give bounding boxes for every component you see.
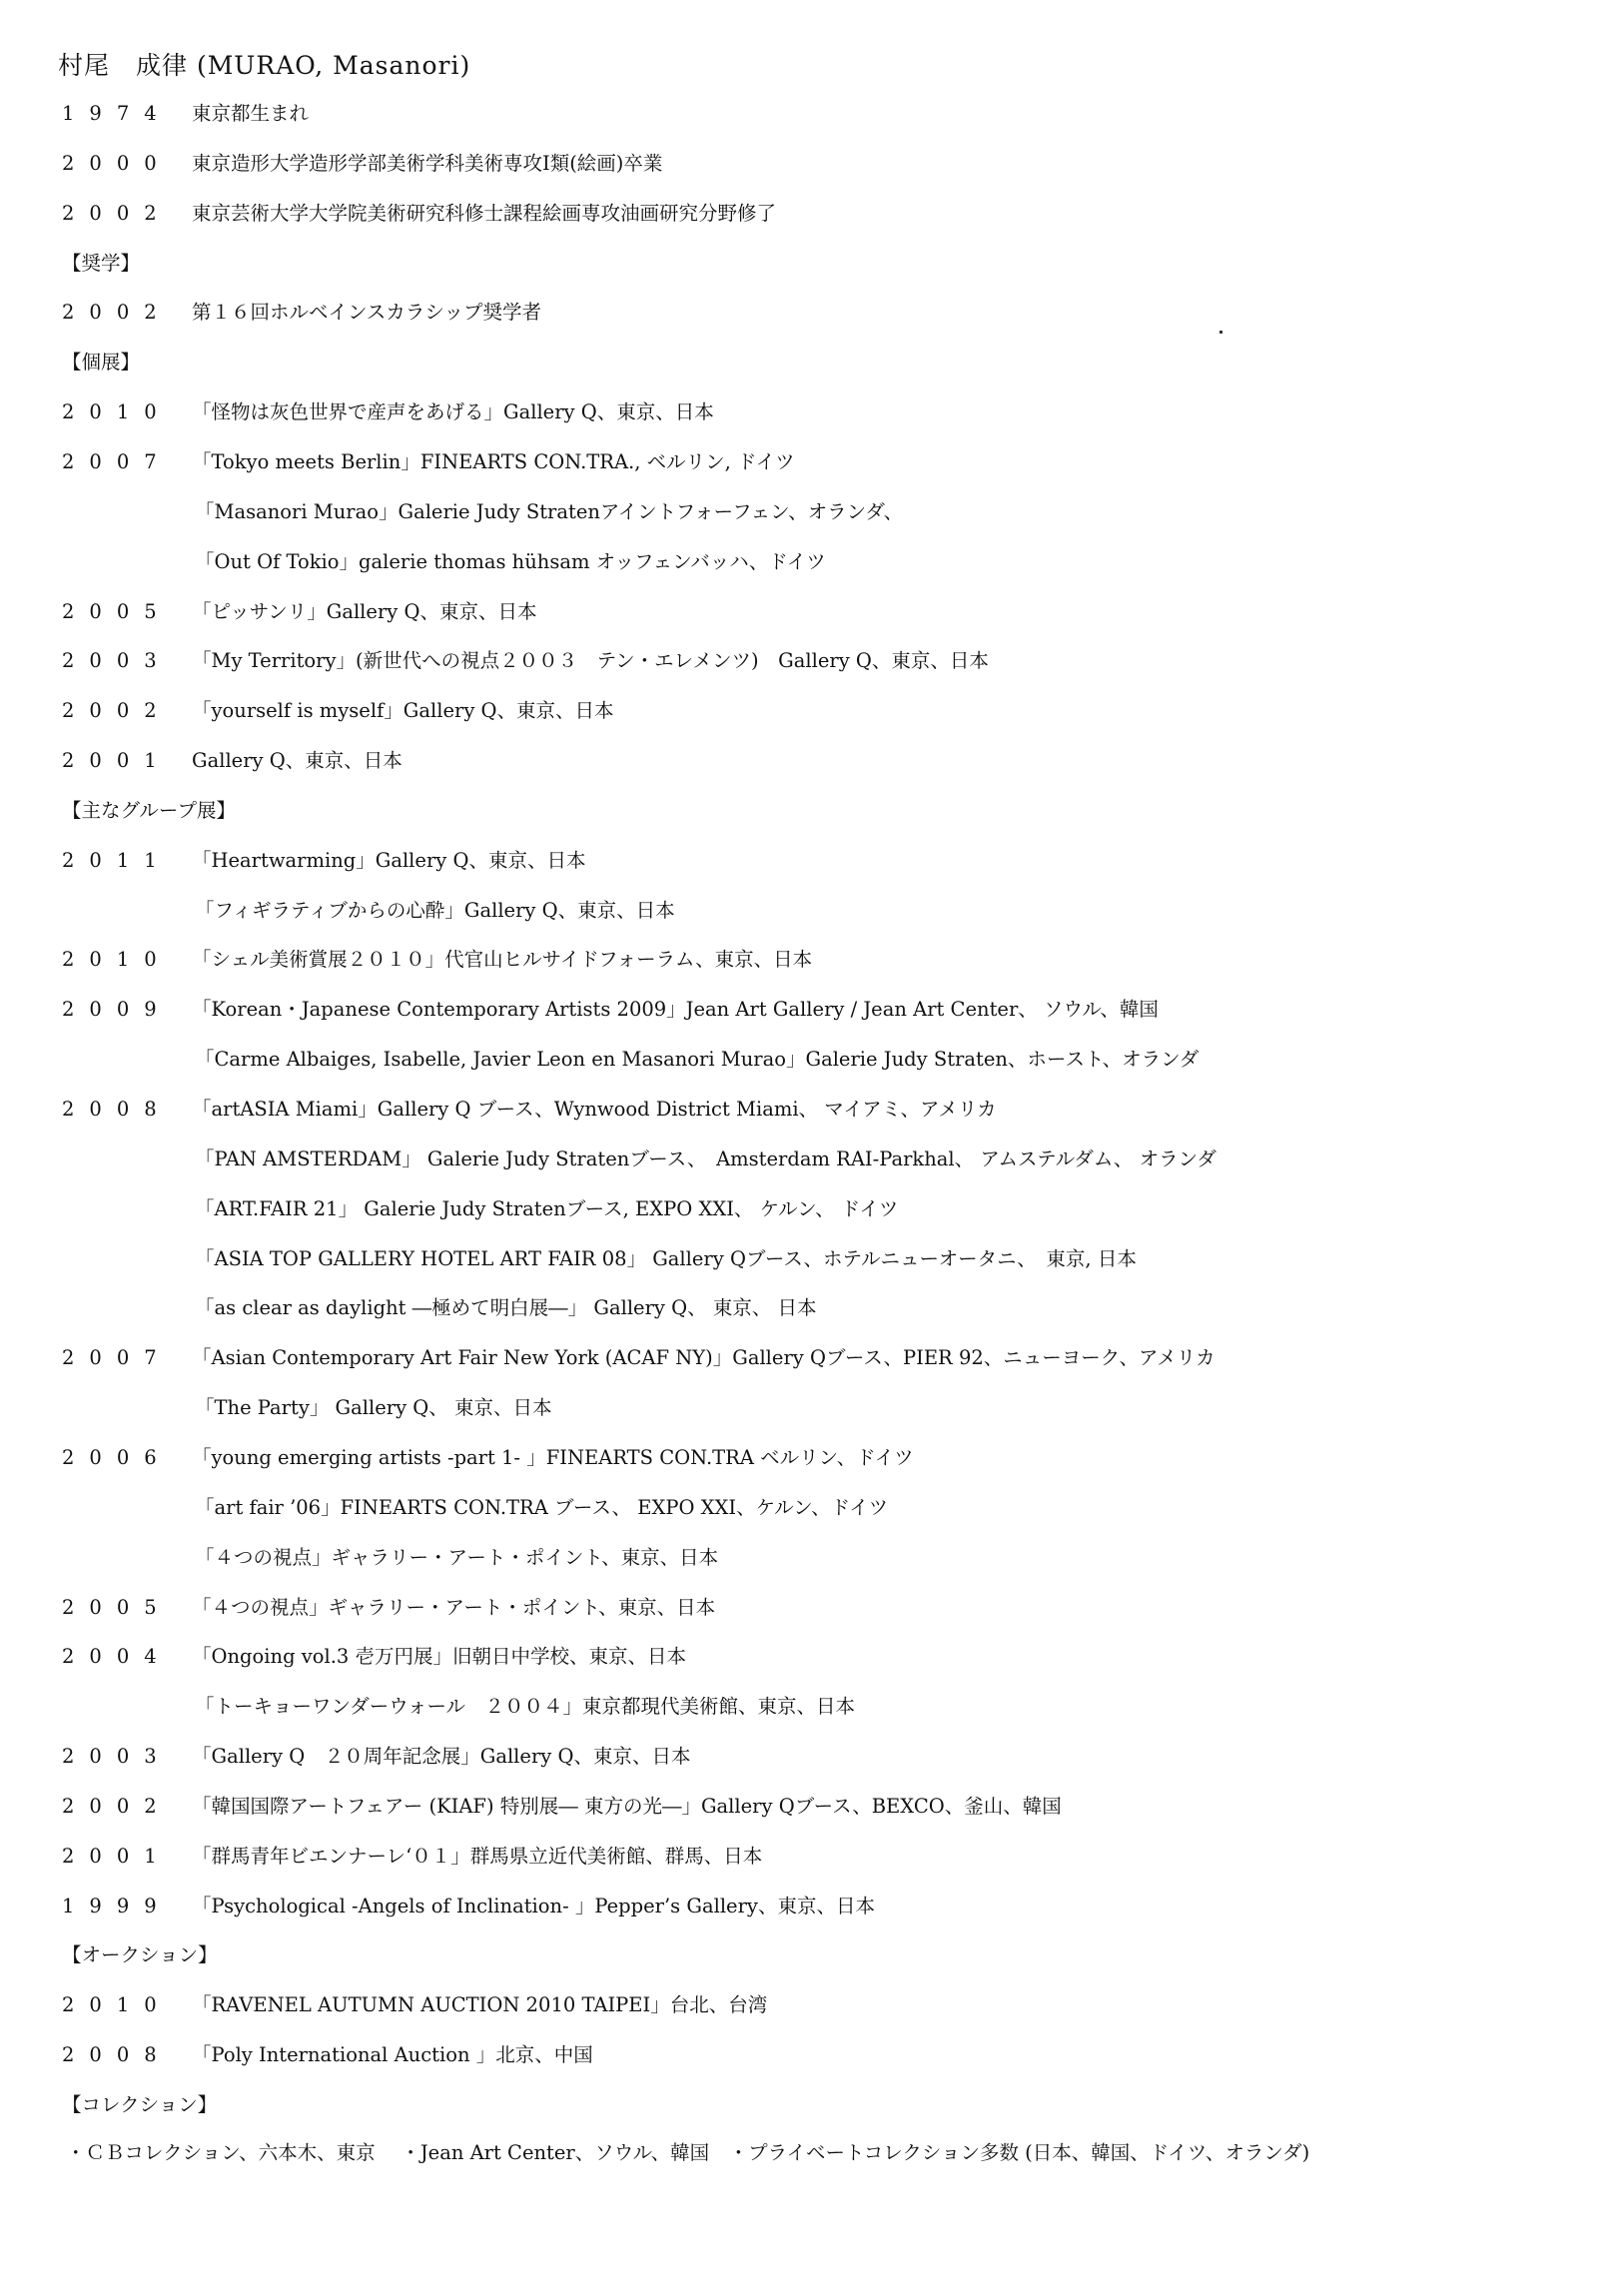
entry-row — [0, 1986, 1612, 2024]
entry-year: 2003 — [62, 649, 172, 672]
entry-year: 2000 — [62, 152, 172, 175]
entry-row — [0, 2036, 1612, 2074]
entry-text: 「Heartwarming」Gallery Q、東京、日本 — [192, 849, 586, 872]
entry-text: 「Gallery Q ２０周年記念展」Gallery Q、東京、日本 — [192, 1745, 691, 1768]
entry-year: 2010 — [62, 400, 172, 423]
entry-row — [0, 543, 1612, 581]
entry-row — [0, 95, 1612, 133]
entry-text: 「artASIA Miami」Gallery Q ブース、Wynwood District Miami、 マイアミ、アメリカ — [192, 1098, 997, 1121]
entry-text: 「Poly International Auction 」北京、中国 — [192, 2043, 593, 2066]
entry-text: 「群馬青年ビエンナーレ‘０１」群馬県立近代美術館、群馬、日本 — [192, 1845, 763, 1868]
entry-row — [0, 1389, 1612, 1427]
entry-text: 「韓国国際アートフェアー (KIAF) 特別展― 東方の光―」Gallery Qブース、BEXCO、釜山、韓国 — [192, 1795, 1062, 1818]
entry-row — [0, 1190, 1612, 1228]
entry-row — [0, 1439, 1612, 1477]
entry-text: 東京芸術大学大学院美術研究科修士課程絵画専攻油画研究分野修了 — [192, 202, 777, 225]
entry-text: 「My Territory」(新世代への視点２００３ テン・エレメンツ) Gallery Q、東京、日本 — [192, 649, 989, 672]
entry-row — [0, 991, 1612, 1029]
entry-row — [0, 1589, 1612, 1627]
section-heading: 【コレクション】 — [62, 2093, 218, 2116]
entry-row — [0, 1688, 1612, 1726]
entry-text: 「Psychological -Angels of Inclination- 」Pepper’s Gallery、東京、日本 — [192, 1895, 875, 1917]
entry-year: 2003 — [62, 1745, 172, 1768]
entry-text: 東京造形大学造形学部美術学科美術専攻Ⅰ類(絵画)卒業 — [192, 152, 663, 175]
section-heading: 【奨学】 — [62, 252, 141, 275]
entry-year: 2004 — [62, 1645, 172, 1668]
entry-year: 2001 — [62, 1845, 172, 1868]
entry-row — [0, 742, 1612, 780]
entry-year: 2002 — [62, 301, 172, 324]
entry-row — [0, 1539, 1612, 1577]
entry-text: 「Tokyo meets Berlin」FINEARTS CON.TRA., ベルリン, ドイツ — [192, 450, 795, 473]
entry-text: 「怪物は灰色世界で産声をあげる」Gallery Q、東京、日本 — [192, 400, 714, 423]
entry-text: 「young emerging artists -part 1- 」FINEARTS CON.TRA ベルリン、ドイツ — [192, 1446, 914, 1469]
entry-row — [0, 892, 1612, 930]
entry-row — [0, 1638, 1612, 1676]
entry-row — [0, 195, 1612, 233]
entry-row — [0, 294, 1612, 332]
entry-row — [0, 1888, 1612, 1925]
entry-year: 1974 — [62, 102, 172, 125]
entry-text: 「Carme Albaiges, Isabelle, Javier Leon en Masanori Murao」Galerie Judy Straten、ホースト、オランダ — [195, 1048, 1200, 1071]
entry-text: 「yourself is myself」Gallery Q、東京、日本 — [192, 699, 614, 722]
entry-text: 「Asian Contemporary Art Fair New York (ACAF NY)」Gallery Qブース、PIER 92、ニューヨーク、アメリカ — [192, 1346, 1215, 1369]
entry-row — [0, 842, 1612, 880]
entry-text: Gallery Q、東京、日本 — [192, 749, 403, 772]
entry-year: 2010 — [62, 1993, 172, 2016]
entry-text: 第１６回ホルベインスカラシップ奨学者 — [192, 301, 542, 324]
entry-row — [0, 1788, 1612, 1826]
entry-row — [0, 1838, 1612, 1876]
entry-year: 2011 — [62, 849, 172, 872]
entry-row — [0, 1041, 1612, 1079]
entry-year: 2008 — [62, 1098, 172, 1121]
entry-text: 「PAN AMSTERDAM」 Galerie Judy Stratenブース、 Amsterdam RAI-Parkhal、 アムステルダム、 オランダ — [195, 1148, 1216, 1170]
entry-row — [0, 493, 1612, 531]
entry-row — [0, 443, 1612, 481]
entry-year: 2008 — [62, 2043, 172, 2066]
entry-year: 2007 — [62, 1346, 172, 1369]
entry-year: 2005 — [62, 600, 172, 623]
section-heading: 【オークション】 — [62, 1943, 218, 1966]
scan-mark — [1219, 331, 1222, 334]
entry-text: 「Out Of Tokio」galerie thomas hühsam オッフェンバッハ、ドイツ — [195, 550, 826, 573]
page-title: 村尾 成律 (MURAO, Masanori) — [58, 51, 471, 80]
section-heading: 【主なグループ展】 — [62, 799, 236, 822]
entry-row — [0, 1339, 1612, 1377]
entry-text: 「art fair ’06」FINEARTS CON.TRA ブース、 EXPO XXI、ケルン、ドイツ — [195, 1496, 889, 1519]
entry-text: 「Korean・Japanese Contemporary Artists 2009」Jean Art Gallery / Jean Art Center、 ソウル、韓国 — [192, 998, 1159, 1021]
entry-year: 1999 — [62, 1895, 172, 1917]
entry-text: 「フィギラティブからの心酔」Gallery Q、東京、日本 — [195, 899, 675, 922]
entry-text: 「ASIA TOP GALLERY HOTEL ART FAIR 08」 Gallery Qブース、ホテルニューオータニ、 東京, 日本 — [195, 1247, 1137, 1270]
entry-row — [0, 593, 1612, 631]
entry-row — [0, 1141, 1612, 1178]
entry-row — [0, 1738, 1612, 1776]
entry-row — [0, 692, 1612, 730]
entry-text: 「４つの視点」ギャラリー・アート・ポイント、東京、日本 — [195, 1546, 719, 1569]
entry-year: 2010 — [62, 948, 172, 971]
entry-row — [0, 1289, 1612, 1327]
entry-year: 2006 — [62, 1446, 172, 1469]
entry-year: 2002 — [62, 202, 172, 225]
section-heading: 【個展】 — [62, 351, 141, 374]
entry-text: 「ART.FAIR 21」 Galerie Judy Stratenブース, EXPO XXI、 ケルン、 ドイツ — [195, 1197, 899, 1220]
entry-text: 「as clear as daylight ―極めて明白展―」 Gallery Q、 東京、 日本 — [195, 1296, 817, 1319]
entry-text: 「トーキョーワンダーウォール ２００４」東京都現代美術館、東京、日本 — [195, 1695, 856, 1718]
entry-year: 2002 — [62, 1795, 172, 1818]
entry-year: 2005 — [62, 1596, 172, 1619]
entry-text: 「Ongoing vol.3 壱万円展」旧朝日中学校、東京、日本 — [192, 1645, 687, 1668]
entry-row — [0, 1240, 1612, 1278]
entry-row — [0, 1091, 1612, 1129]
entry-text: 「シェル美術賞展２０１０」代官山ヒルサイドフォーラム、東京、日本 — [192, 948, 813, 971]
entry-row — [0, 642, 1612, 680]
entry-year: 2007 — [62, 450, 172, 473]
entry-text: 「４つの視点」ギャラリー・アート・ポイント、東京、日本 — [192, 1596, 716, 1619]
entry-row — [0, 145, 1612, 183]
collection-line: ・ＣＢコレクション、六本木、東京 ・Jean Art Center、ソウル、韓国 ・プライベートコレクション多数 (日本、韓国、ドイツ、オランダ) — [66, 2141, 1310, 2164]
entry-text: 東京都生まれ — [192, 102, 310, 125]
entry-year: 2002 — [62, 699, 172, 722]
entry-year: 2001 — [62, 749, 172, 772]
entry-text: 「ピッサンリ」Gallery Q、東京、日本 — [192, 600, 537, 623]
entry-row — [0, 1489, 1612, 1527]
entry-row — [0, 941, 1612, 979]
entry-text: 「The Party」 Gallery Q、 東京、日本 — [195, 1396, 552, 1419]
entry-year: 2009 — [62, 998, 172, 1021]
entry-text: 「Masanori Murao」Galerie Judy Stratenアイントフォーフェン、オランダ、 — [195, 500, 904, 523]
entry-row — [0, 393, 1612, 431]
entry-text: 「RAVENEL AUTUMN AUCTION 2010 TAIPEI」台北、台湾 — [192, 1993, 768, 2016]
